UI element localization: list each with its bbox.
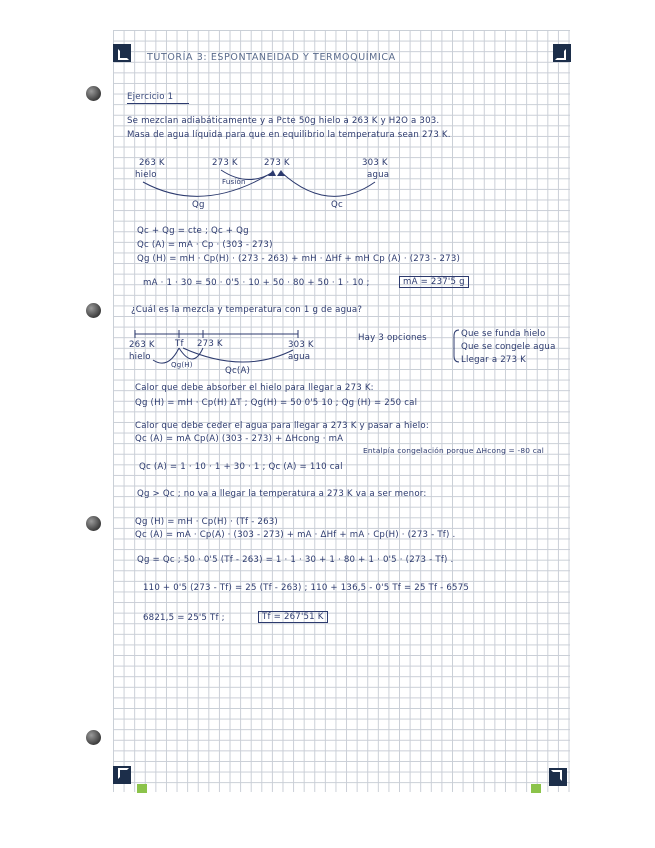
page-title: TUTORÍA 3: ESPONTANEIDAD Y TERMOQUÍMICA bbox=[147, 52, 396, 63]
final-result: Tf = 267'51 K bbox=[258, 611, 328, 623]
final-calculation: 6821,5 = 25'5 Tf ; bbox=[143, 613, 225, 623]
options-intro: Hay 3 opciones bbox=[358, 333, 427, 343]
punch-hole bbox=[86, 730, 101, 745]
release-heat-equation: Qc (A) = mA Cp(A) (303 - 273) + ΔHcong · mA bbox=[135, 434, 344, 444]
diagram2-qc: Qc(A) bbox=[225, 366, 251, 376]
punch-hole bbox=[86, 86, 101, 101]
diagram2-temp-mid: 273 K bbox=[197, 339, 223, 349]
diagram1-label-right: agua bbox=[367, 170, 390, 180]
congelation-note: Entalpía congelación porque ΔHcong = -80 cal bbox=[363, 446, 544, 455]
final-equation: Qg (H) = mH · Cp(H) · (Tf - 263) bbox=[135, 517, 278, 527]
punch-hole bbox=[86, 516, 101, 531]
mass-result: mA = 237'5 g bbox=[399, 276, 469, 288]
diagram2-qg: Qg(H) bbox=[171, 361, 193, 369]
final-equation: 110 + 0'5 (273 - Tf) = 25 (Tf - 263) ; 110 + 136,5 - 0'5 Tf = 25 Tf - 6575 bbox=[143, 583, 470, 593]
exercise-heading: Ejercicio 1 bbox=[127, 92, 174, 102]
diagram2-tf: Tf bbox=[175, 339, 184, 349]
diagram2-label-right: agua bbox=[288, 352, 311, 362]
punch-hole bbox=[86, 303, 101, 318]
absorb-heat-equation: Qg (H) = mH · Cp(H) ΔT ; Qg(H) = 50 0'5 10 ; Qg (H) = 250 cal bbox=[135, 398, 418, 408]
diagram2-label-left: hielo bbox=[129, 352, 151, 362]
diagram1-label-left: hielo bbox=[135, 170, 157, 180]
final-equation: Qc (A) = mA · Cp(A) · (303 - 273) + mA · ΔHf + mA · Cp(H) · (273 - Tf) . bbox=[135, 530, 456, 540]
statement-line: Se mezclan adiabáticamente y a Pcte 50g hielo a 263 K y H2O a 303. bbox=[127, 116, 440, 126]
release-heat-result: Qc (A) = 1 · 10 · 1 + 30 · 1 ; Qc (A) = 110 cal bbox=[139, 462, 343, 472]
diagram2-temp-right: 303 K bbox=[288, 340, 314, 350]
equation-line: Qg (H) = mH · Cp(H) · (273 - 263) + mH · ΔHf + mH Cp (A) · (273 - 273) bbox=[137, 254, 461, 264]
equation-line: Qc (A) = mA · Cp · (303 - 273) bbox=[137, 240, 273, 250]
grid-paper bbox=[113, 30, 570, 792]
diagram1-fusion-label: Fusión bbox=[222, 178, 246, 186]
diagram1-arrows bbox=[113, 30, 570, 792]
diagram1-q-right: Qc bbox=[331, 200, 343, 210]
diagram2-temp-left: 263 K bbox=[129, 340, 155, 350]
diagram1-temp-right: 303 K bbox=[362, 158, 388, 168]
final-equation: Qg = Qc ; 50 · 0'5 (Tf - 263) = 1 · 1 · 30 + 1 · 80 + 1 · 0'5 · (273 - Tf) . bbox=[137, 555, 454, 565]
question-2: ¿Cuál es la mezcla y temperatura con 1 g de agua? bbox=[131, 305, 363, 315]
release-heat-text: Calor que debe ceder el agua para llegar a 273 K y pasar a hielo: bbox=[135, 421, 429, 431]
option-item: Llegar a 273 K bbox=[461, 355, 527, 365]
diagram1-temp-left: 263 K bbox=[139, 158, 165, 168]
diagram1-temp-mid: 273 K bbox=[212, 158, 238, 168]
diagram1-temp-right-mid: 273 K bbox=[264, 158, 290, 168]
mass-calculation: mA · 1 · 30 = 50 · 0'5 · 10 + 50 · 80 + 50 · 1 · 10 ; bbox=[143, 278, 370, 288]
diagram1-q-left: Qg bbox=[192, 200, 205, 210]
conclusion-text: Qg > Qc ; no va a llegar la temperatura a 273 K va a ser menor: bbox=[137, 489, 427, 499]
equation-line: Qc + Qg = cte ; Qc + Qg bbox=[137, 226, 249, 236]
option-item: Que se funda hielo bbox=[461, 329, 546, 339]
statement-line: Masa de agua líquida para que en equilibrio la temperatura sean 273 K. bbox=[127, 130, 451, 140]
option-item: Que se congele agua bbox=[461, 342, 556, 352]
absorb-heat-text: Calor que debe absorber el hielo para llegar a 273 K: bbox=[135, 383, 374, 393]
